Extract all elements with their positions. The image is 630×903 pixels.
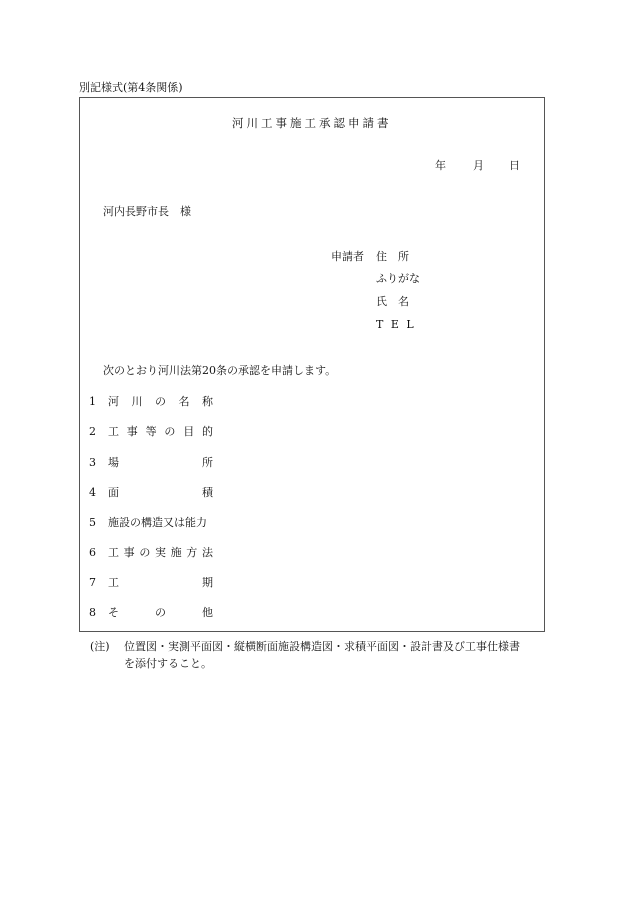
list-item [89,516,96,530]
list-item [89,546,96,560]
applicant-address-label: 住 所 [376,250,409,263]
item-number: 6 [89,546,96,559]
item-number: 7 [89,576,96,589]
list-item [89,606,96,620]
list-item [89,456,96,470]
item-label: 施設の構造又は能力 [108,516,207,529]
item-label: 工 事 の 実 施 方 法 [108,546,213,559]
item-number: 2 [89,425,96,438]
item-number: 3 [89,456,96,469]
list-item [89,486,96,500]
form-label: 別記様式(第4条関係) [79,81,183,94]
date-year: 年 [435,159,446,172]
applicant-tel-label: T E L [376,318,416,331]
item-label: 工 期 [108,576,213,589]
application-intro: 次のとおり河川法第20条の承認を申請します。 [103,364,337,377]
item-label: 工 事 等 の 目 的 [108,425,213,438]
item-number: 1 [89,395,96,408]
applicant-label: 申請者 [331,250,364,263]
applicant-name-label: 氏 名 [376,295,409,308]
list-item [89,576,96,590]
note-text-line-1: 位置図・実測平面図・縦横断面施設構造図・求積平面図・設計書及び工事仕様書 [124,640,520,653]
list-item [89,395,96,409]
date-month: 月 [473,159,484,172]
item-number: 8 [89,606,96,619]
item-label: そ の 他 [108,606,213,619]
item-label: 河 川 の 名 称 [108,395,213,408]
form-title: 河川工事施工承認申請書 [232,116,392,130]
item-number: 5 [89,516,96,529]
list-item [89,425,96,439]
applicant-furigana-label: ふりがな [376,272,420,285]
item-label: 場 所 [108,456,213,469]
note-text-line-2: を添付すること。 [124,657,212,670]
item-label: 面 積 [108,486,213,499]
note-marker: (注) [90,640,110,653]
addressee: 河内長野市長 様 [103,205,191,218]
item-number: 4 [89,486,96,499]
date-day: 日 [509,159,520,172]
